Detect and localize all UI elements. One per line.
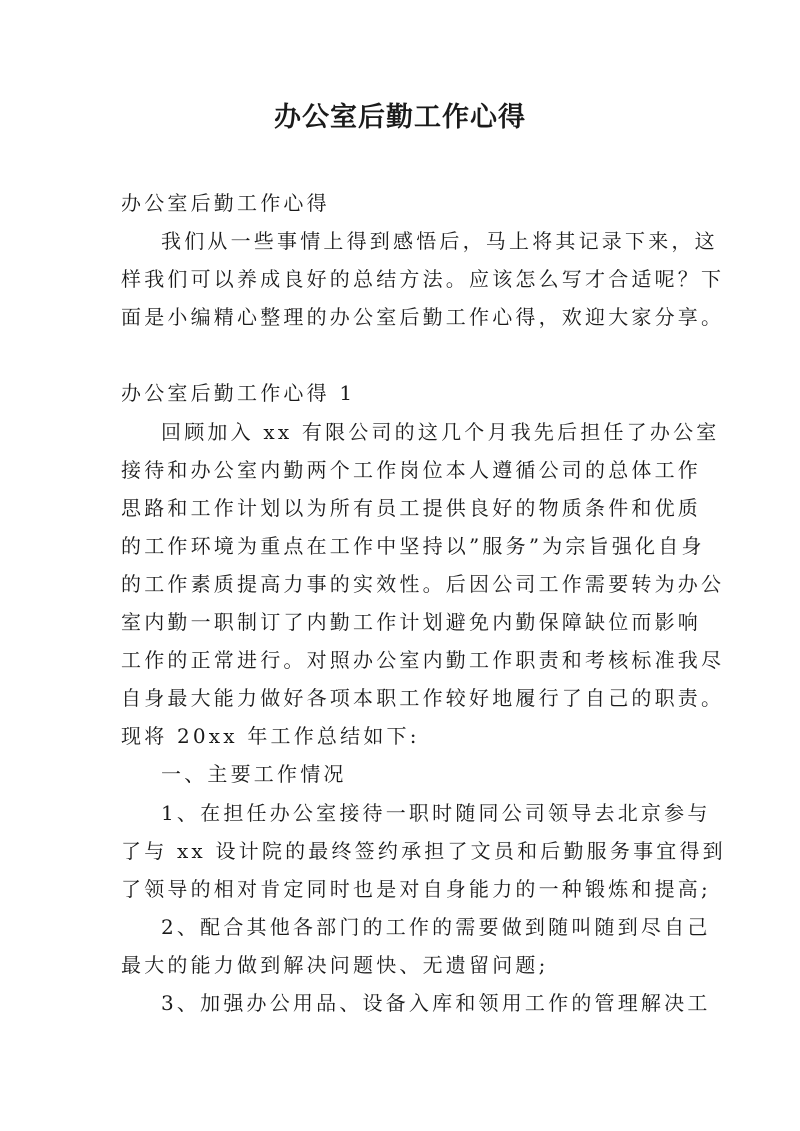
document-title: 办公室后勤工作心得 [274, 102, 526, 133]
text-line: 一、主要工作情况 [161, 762, 347, 787]
text-line: 办公室后勤工作心得 [121, 191, 330, 215]
text-line: 自身最大能力做好各项本职工作较好地履行了自己的职责。 [121, 686, 725, 711]
text-line: 接待和办公室内勤两个工作岗位本人遵循公司的总体工作 [121, 457, 701, 482]
text-line: 回顾加入 xx 有限公司的这几个月我先后担任了办公室 [161, 419, 720, 444]
text-line: 最大的能力做到解决问题快、无遗留问题; [121, 952, 549, 977]
document-body [121, 184, 726, 1022]
text-line: 了领导的相对肯定同时也是对自身能力的一种锻炼和提高; [121, 876, 711, 901]
text-line: 室内勤一职制订了内勤工作计划避免内勤保障缺位而影响 [121, 610, 701, 635]
text-line: 我们从一些事情上得到感悟后，马上将其记录下来，这 [161, 229, 718, 254]
text-line: 1、在担任办公室接待一职时随同公司领导去北京参与 [161, 800, 711, 825]
text-line: 3、加强办公用品、设备入库和领用工作的管理解决工 [161, 990, 711, 1015]
text-line: 2、配合其他各部门的工作的需要做到随叫随到尽自己 [161, 914, 711, 939]
text-line: 思路和工作计划以为所有员工提供良好的物质条件和优质 [121, 495, 701, 520]
text-line: 面是小编精心整理的办公室后勤工作心得，欢迎大家分享。 [121, 305, 725, 330]
text-line: 现将 20xx 年工作总结如下: [121, 724, 420, 749]
text-line: 了与 xx 设计院的最终签约承担了文员和后勤服务事宜得到 [121, 838, 726, 863]
text-line: 工作的正常进行。对照办公室内勤工作职责和考核标准我尽 [121, 648, 725, 673]
text-line: 的工作环境为重点在工作中坚持以”服务”为宗旨强化自身 [121, 533, 705, 558]
blank-line [121, 336, 691, 374]
text-line: 样我们可以养成良好的总结方法。应该怎么写才合适呢？下 [121, 267, 725, 292]
text-line: 办公室后勤工作心得 1 [121, 381, 356, 406]
text-line: 的工作素质提高力事的实效性。后因公司工作需要转为办公 [121, 571, 725, 596]
